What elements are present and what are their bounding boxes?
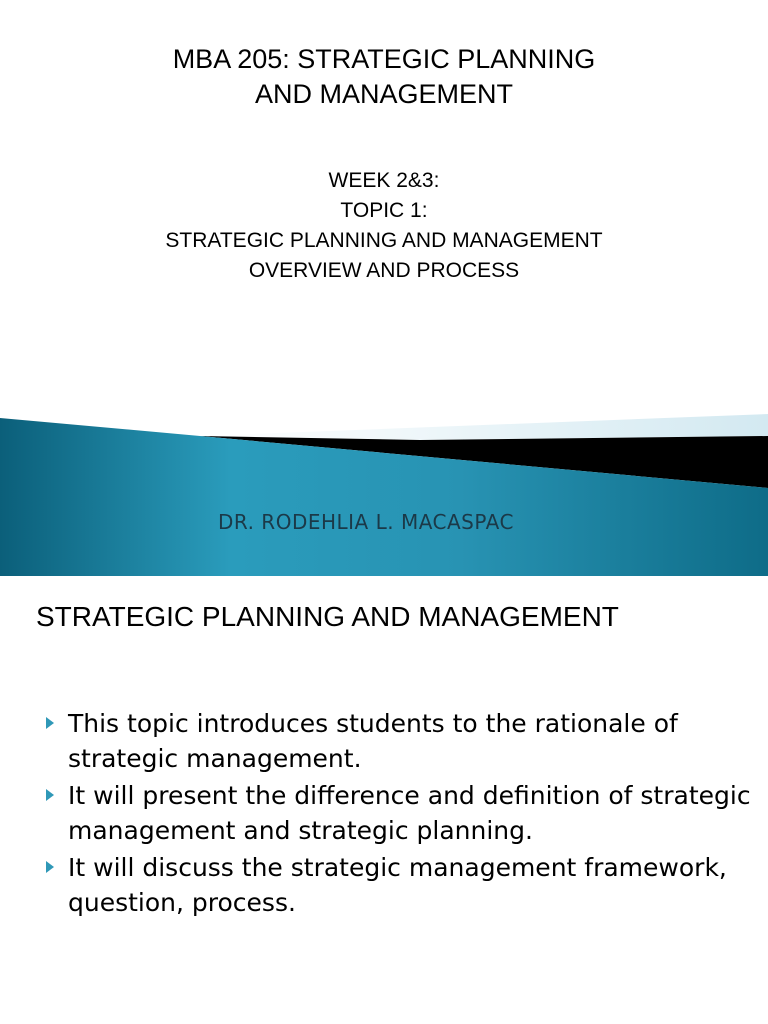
bullet-text: This topic introduces students to the rationale of strategic management. [68,709,678,773]
triangle-bullet-icon [46,861,54,873]
content-slide [0,576,768,1024]
bullet-text: It will present the difference and definition of strategic management and strategic planning. [68,781,751,845]
topic-label: TOPIC 1: [340,199,428,222]
course-title-line-2: AND MANAGEMENT [254,79,514,109]
topic-block [0,166,768,286]
bullet-text: It will discuss the strategic management framework, question, process. [68,853,727,917]
bullet-item [44,706,754,776]
presenter-name: DR. RODEHLIA L. MACASPAC [218,510,514,534]
week-label: WEEK 2&3: [328,169,440,192]
bullet-item [44,850,754,920]
topic-title-line-1: STRATEGIC PLANNING AND MANAGEMENT [165,229,603,252]
course-title-line-1: MBA 205: STRATEGIC PLANNING [172,44,596,74]
slide-title: STRATEGIC PLANNING AND MANAGEMENT [36,601,619,632]
banner-pale-strip [200,414,768,440]
decorative-banner [0,410,768,576]
triangle-bullet-icon [46,789,54,801]
bullet-list [44,706,754,922]
course-title [0,42,768,112]
bullet-item [44,778,754,848]
triangle-bullet-icon [46,717,54,729]
topic-title-line-2: OVERVIEW AND PROCESS [248,259,520,282]
